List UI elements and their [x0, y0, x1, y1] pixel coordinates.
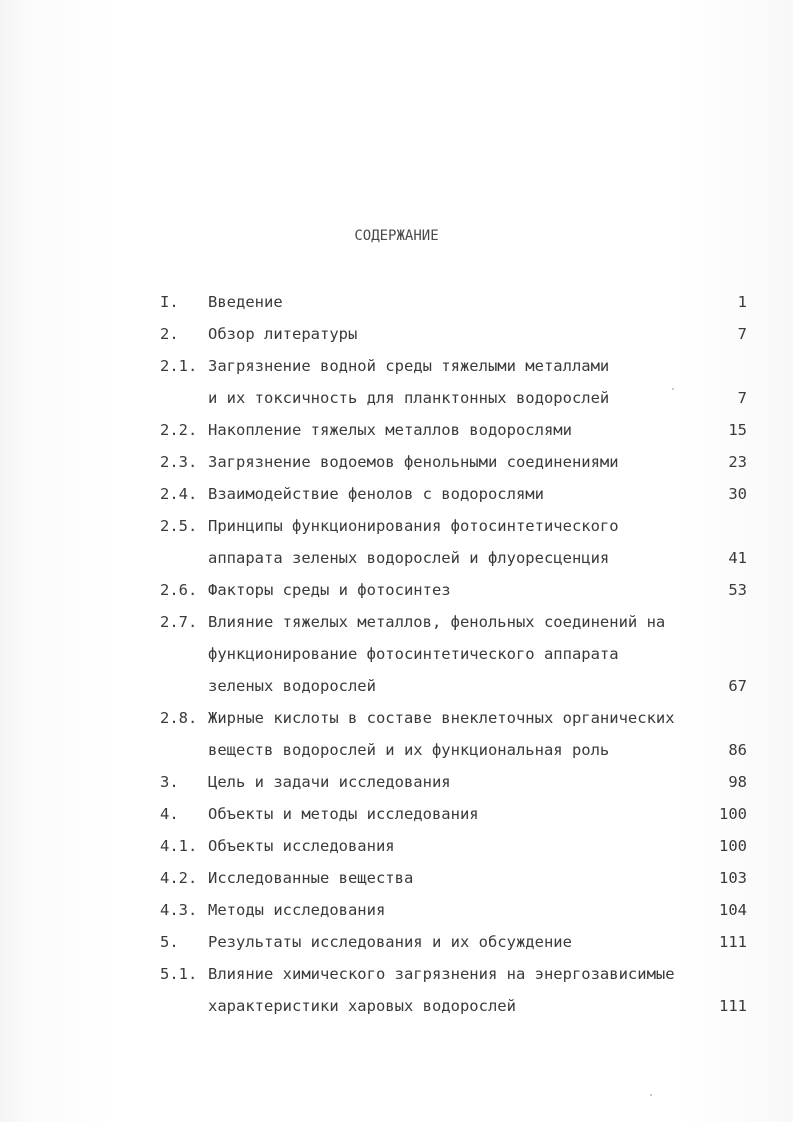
toc-entry-title: функционирование фотосинтетического аппарата	[208, 645, 619, 663]
toc-entry-page: 103	[719, 869, 747, 887]
toc-entry-page: 30	[728, 485, 747, 503]
toc-entry-number: 2.2.	[160, 421, 198, 439]
toc-line	[0, 798, 793, 830]
toc-entry-page: 104	[719, 901, 747, 919]
toc-line	[0, 894, 793, 926]
toc-entry-title: Влияние тяжелых металлов, фенольных соединений на	[208, 613, 666, 631]
toc-line	[0, 734, 793, 766]
toc-line	[0, 958, 793, 990]
toc-entry-title: зеленых водорослей	[208, 677, 376, 695]
toc-entry-page: 98	[728, 773, 747, 791]
toc-line	[0, 830, 793, 862]
toc-line	[0, 414, 793, 446]
toc-entry-title: Методы исследования	[208, 901, 386, 919]
toc-entry-page: 15	[728, 421, 747, 439]
toc-entry-page: 41	[728, 549, 747, 567]
toc-entry-title: Загрязнение водной среды тяжелыми металлами	[208, 357, 610, 375]
toc-line	[0, 286, 793, 318]
toc-entry-title: Цель и задачи исследования	[208, 773, 451, 791]
toc-entry-page: 86	[728, 741, 747, 759]
toc-entry-number: 3.	[160, 773, 179, 791]
table-of-contents	[0, 286, 793, 1022]
toc-entry-title: Жирные кислоты в составе внеклеточных органических	[208, 709, 675, 727]
toc-entry-page: 7	[737, 389, 747, 407]
toc-line	[0, 606, 793, 638]
toc-entry-page: 111	[719, 997, 747, 1015]
toc-line	[0, 542, 793, 574]
toc-entry-number: 4.	[160, 805, 179, 823]
toc-entry-page: 1	[737, 293, 747, 311]
toc-entry-title: Результаты исследования и их обсуждение	[208, 933, 572, 951]
toc-entry-number: 5.1.	[160, 965, 198, 983]
toc-entry-number: 4.3.	[160, 901, 198, 919]
toc-entry-title: Взаимодействие фенолов с водорослями	[208, 485, 544, 503]
toc-entry-number: 2.3.	[160, 453, 198, 471]
toc-entry-title: Обзор литературы	[208, 325, 358, 343]
toc-line	[0, 350, 793, 382]
toc-entry-number: 2.6.	[160, 581, 198, 599]
toc-line	[0, 478, 793, 510]
scan-speck	[650, 1094, 652, 1096]
toc-line	[0, 382, 793, 414]
toc-line	[0, 990, 793, 1022]
toc-entry-number: 2.8.	[160, 709, 198, 727]
toc-entry-title: Принципы функционирования фотосинтетического	[208, 517, 619, 535]
toc-entry-title: Исследованные вещества	[208, 869, 414, 887]
toc-entry-title: и их токсичность для планктонных водорослей	[208, 389, 610, 407]
toc-entry-page: 111	[719, 933, 747, 951]
toc-entry-number: 2.7.	[160, 613, 198, 631]
toc-entry-page: 7	[737, 325, 747, 343]
toc-line	[0, 638, 793, 670]
toc-line	[0, 670, 793, 702]
toc-line	[0, 766, 793, 798]
toc-entry-title: веществ водорослей и их функциональная роль	[208, 741, 610, 759]
toc-line	[0, 318, 793, 350]
toc-line	[0, 510, 793, 542]
toc-entry-page: 100	[719, 805, 747, 823]
toc-line	[0, 862, 793, 894]
toc-entry-title: Объекты и методы исследования	[208, 805, 479, 823]
toc-entry-page: 100	[719, 837, 747, 855]
toc-line	[0, 926, 793, 958]
toc-entry-number: 2.1.	[160, 357, 198, 375]
toc-entry-number: I.	[160, 293, 179, 311]
toc-entry-number: 2.	[160, 325, 179, 343]
toc-entry-page: 23	[728, 453, 747, 471]
toc-entry-title: характеристики харовых водорослей	[208, 997, 516, 1015]
toc-entry-title: Накопление тяжелых металлов водорослями	[208, 421, 572, 439]
toc-entry-number: 5.	[160, 933, 179, 951]
toc-entry-page: 67	[728, 677, 747, 695]
toc-entry-number: 4.2.	[160, 869, 198, 887]
toc-entry-number: 4.1.	[160, 837, 198, 855]
toc-line	[0, 574, 793, 606]
toc-entry-number: 2.4.	[160, 485, 198, 503]
scan-speck	[672, 388, 674, 390]
toc-line	[0, 702, 793, 734]
toc-entry-title: Загрязнение водоемов фенольными соединениями	[208, 453, 619, 471]
toc-entry-title: аппарата зеленых водорослей и флуоресценция	[208, 549, 610, 567]
toc-entry-title: Влияние химического загрязнения на энергозависимые	[208, 965, 675, 983]
toc-entry-title: Введение	[208, 293, 283, 311]
toc-line	[0, 446, 793, 478]
toc-entry-title: Объекты исследования	[208, 837, 395, 855]
toc-entry-page: 53	[728, 581, 747, 599]
page-title: СОДЕРЖАНИЕ	[354, 228, 439, 244]
toc-entry-number: 2.5.	[160, 517, 198, 535]
toc-entry-title: Факторы среды и фотосинтез	[208, 581, 451, 599]
